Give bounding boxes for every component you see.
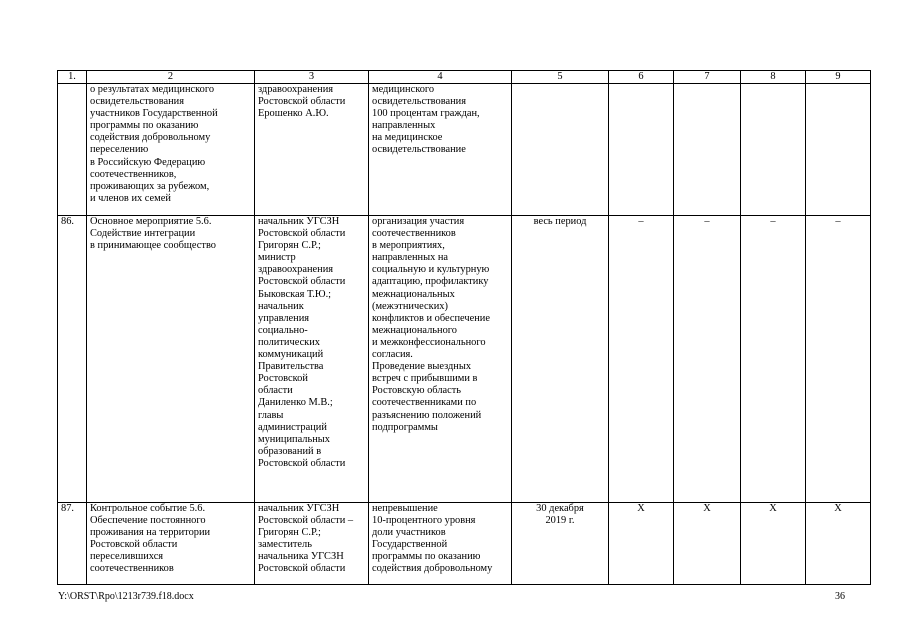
value-cell [741,84,806,216]
value-cell: Х [674,503,741,585]
term: весь период [512,216,609,503]
row-number: 87. [58,503,87,585]
value-cell [609,84,674,216]
plan-table [57,70,871,585]
term: 30 декабря 2019 г. [512,503,609,585]
header-cell: 3 [255,71,369,84]
document-file-path: Y:\ORST\Rpo\1213r739.f18.docx [58,591,194,602]
header-cell: 6 [609,71,674,84]
row-number: 86. [58,216,87,503]
expected-result: медицинского освидетельствования 100 процентам граждан, направленных на медицинское освидетельствование [369,84,512,216]
value-cell: Х [806,503,871,585]
value-cell [674,84,741,216]
value-cell: – [806,216,871,503]
responsible-person: здравоохранения Ростовской области Ерошенко А.Ю. [255,84,369,216]
page-number: 36 [835,591,845,602]
table-row [58,216,871,503]
value-cell: – [741,216,806,503]
header-cell: 5 [512,71,609,84]
expected-result: непревышение 10-процентного уровня доли участников Государственной программы по оказанию содействия добровольному [369,503,512,585]
value-cell: – [674,216,741,503]
header-cell: 7 [674,71,741,84]
header-cell: 9 [806,71,871,84]
value-cell: Х [741,503,806,585]
event-name: Основное мероприятие 5.6. Содействие интеграции в принимающее сообщество [87,216,255,503]
expected-result: организация участия соотечественников в мероприятиях, направленных на социальную и культурную адаптацию, профилактику межнациональных (межэтнических) конфликтов и обеспечение межнационального и межконфессионального согласия. Проведение выездных встреч с прибывшими в Ростовскую область соотечественниками по разъяснению положений подпрограммы [369,216,512,503]
header-cell: 8 [741,71,806,84]
value-cell: Х [609,503,674,585]
event-name: Контрольное событие 5.6. Обеспечение постоянного проживания на территории Ростовской области переселившихся соотечественников [87,503,255,585]
responsible-person: начальник УГСЗН Ростовской области – Григорян С.Р.; заместитель начальника УГСЗН Ростовской области [255,503,369,585]
responsible-person: начальник УГСЗН Ростовской области Григорян С.Р.; министр здравоохранения Ростовской области Быковская Т.Ю.; начальник управления социально- политических коммуникаций Правительства Ростовской области Даниленко М.В.; главы администраций муниципальных образований в Ростовской области [255,216,369,503]
table-header-row [58,71,871,84]
table-row [58,84,871,216]
header-cell: 4 [369,71,512,84]
row-number [58,84,87,216]
header-cell: 2 [87,71,255,84]
value-cell [806,84,871,216]
value-cell: – [609,216,674,503]
event-name: о результатах медицинского освидетельствования участников Государственной программы по оказанию содействия добровольному переселению в Российскую Федерацию соотечественников, проживающих за рубежом, и членов их семей [87,84,255,216]
table-row [58,503,871,585]
header-cell: 1. [58,71,87,84]
term [512,84,609,216]
